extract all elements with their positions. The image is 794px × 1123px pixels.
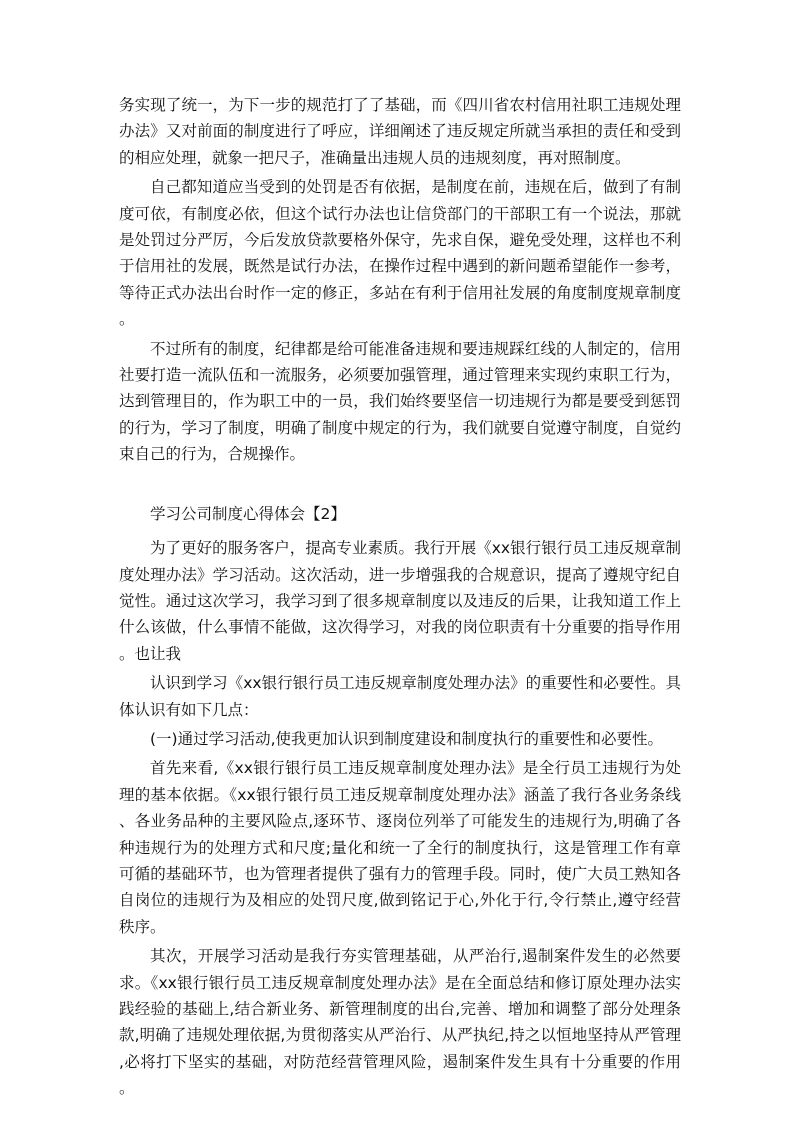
paragraph: 其次，开展学习活动是我行夯实管理基础，从严治行,遏制案件发生的必然要求。《xx银行银行员工违反规章制度处理办法》是在全面总结和修订原处理办法实践经验的基础上,结合新业务、新管理制度的出台,完善、增加和调整了部分处理条款,明确了违规处理依据,为贯彻落实从严治行、从严执纪,持之以恒地坚持从严管理,必将打下坚实的基础，对防范经营管理风险，遏制案件发生具有十分重要的作用。 <box>119 947 681 1098</box>
section-heading: 学习公司制度心得体会【2】 <box>150 504 346 523</box>
paragraph: 务实现了统一，为下一步的规范打了了基础，而《四川省农村信用社职工违规处理办法》又对前面的制度进行了呼应，详细阐述了违反规定所就当承担的责任和受到的相应处理，就象一把尺子，准确量出违规人员的违规刻度，再对照制度。 <box>119 96 681 167</box>
paragraph: 不过所有的制度，纪律都是给可能准备违规和要违规踩红线的人制定的，信用社要打造一流队伍和一流服务，必须要加强管理，通过管理来实现约束职工行为，达到管理目的，作为职工中的一员，我们始终要坚信一切违规行为都是要受到惩罚的行为，学习了制度，明确了制度中规定的行为，我们就要自觉遵守制度，自觉约束自己的行为，合规操作。 <box>119 339 681 464</box>
paragraph: 认识到学习《xx银行银行员工违反规章制度处理办法》的重要性和必要性。具体认识有如下几点： <box>119 674 681 719</box>
paragraph: 首先来看,《xx银行银行员工违反规章制度处理办法》是全行员工违规行为处理的基本依据。《xx银行银行员工违反规章制度处理办法》涵盖了我行各业务条线、各业务品种的主要风险点,逐环节、逐岗位列举了可能发生的违规行为,明确了各种违规行为的处理方式和尺度;量化和统一了全行的制度执行，这是管理工作有章可循的基础环节，也为管理者提供了强有力的管理手段。同时，使广大员工熟知各自岗位的违规行为及相应的处罚尺度,做到铭记于心,外化于行,令行禁止,遵守经营秩序。 <box>119 759 681 936</box>
document-body <box>119 92 681 1102</box>
paragraph: (一)通过学习活动,使我更加认识到制度建设和制度执行的重要性和必要性。 <box>150 729 664 748</box>
paragraph: 自己都知道应当受到的处罚是否有依据，是制度在前，违规在后，做到了有制度可依，有制度必依，但这个试行办法也让信贷部门的干部职工有一个说法，那就是处罚过分严厉，今后发放贷款要格外保守，先求自保，避免受处理，这样也不利于信用社的发展，既然是试行办法，在操作过程中遇到的新问题希望能作一参考，等待正式办法出台时作一定的修正，多站在有利于信用社发展的角度制度规章制度。 <box>119 178 681 329</box>
paragraph: 为了更好的服务客户，提高专业素质。我行开展《xx银行银行员工违反规章制度处理办法》学习活动。这次活动，进一步增强我的合规意识，提高了遵规守纪自觉性。通过这次学习，我学习到了很多规章制度以及违反的后果，让我知道工作上什么该做，什么事情不能做，这次得学习，对我的岗位职责有十分重要的指导作用。也让我 <box>119 539 681 663</box>
